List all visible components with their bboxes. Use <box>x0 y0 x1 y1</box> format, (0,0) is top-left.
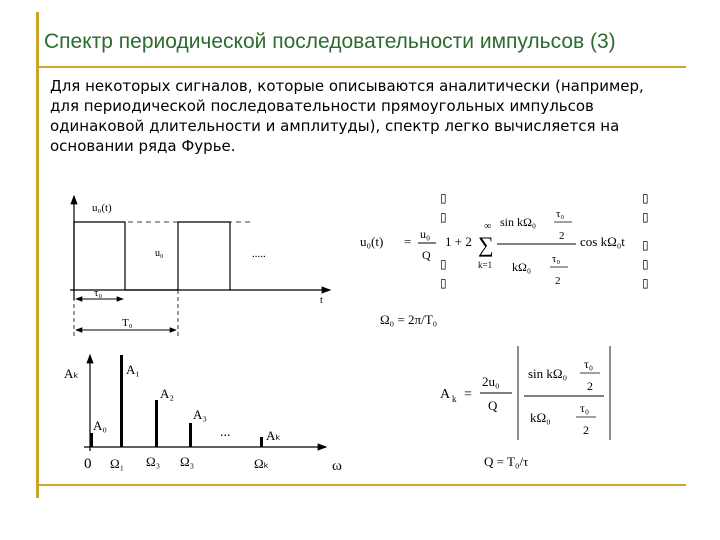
two-u0-numerator: 2u₀ <box>482 374 500 389</box>
series-lhs: u₀(t) <box>360 234 384 249</box>
ak-tau-den-two: 2 <box>583 423 589 437</box>
label-a3: A₃ <box>193 407 207 422</box>
sum-upper: ∞ <box>484 221 492 232</box>
label-a0: A₀ <box>93 418 107 433</box>
x-label-omega2: Ω₃ <box>146 454 161 469</box>
period-label: T₀ <box>122 317 133 329</box>
spectrum-y-label: Aₖ <box>64 366 79 381</box>
ak-lhs: A <box>440 387 451 402</box>
bracket-center-right: ▯ <box>642 238 649 252</box>
paragraph-line: Для некоторых сигналов, которые описываются аналитически (например, <box>50 77 644 95</box>
bracket-low-right: ▯ <box>642 257 649 271</box>
ak-eq: = <box>464 387 472 402</box>
ak-subscript: k <box>452 394 457 404</box>
pulse-y-label: u₀(t) <box>92 202 112 214</box>
amplitude-formula <box>440 346 610 440</box>
paragraph-line: для периодической последовательности прямоугольных импульсов <box>50 97 594 115</box>
spectral-line-a2 <box>155 400 158 447</box>
q-denominator: Q <box>422 248 431 262</box>
q-definition: Q = T₀/τ <box>484 454 529 469</box>
t-axis-label: t <box>320 295 323 306</box>
spectrum-dots: ... <box>220 425 231 440</box>
label-a1: A₁ <box>126 362 140 377</box>
ak-tau-den: τ₀ <box>580 401 590 415</box>
paragraph-line: основании ряда Фурье. <box>50 137 236 155</box>
tau-den-two: 2 <box>555 275 561 287</box>
tau-denominator: τ₀ <box>552 253 561 265</box>
ak-tau-num: τ₀ <box>584 357 594 371</box>
bracket-low-left: ▯ <box>440 257 447 271</box>
pulse-waveform <box>74 222 230 290</box>
sin-numerator: sin kΩ₀ <box>500 215 537 229</box>
ak-tau-two: 2 <box>587 379 593 393</box>
bracket-mid-left: ▯ <box>440 210 447 224</box>
spectral-line-a1 <box>120 355 123 447</box>
tau-numerator: τ₀ <box>556 208 565 220</box>
x-label-omegak: Ωₖ <box>254 456 270 471</box>
ak-k-omega: kΩ₀ <box>530 410 551 425</box>
x-label-omega3: Ω₃ <box>180 454 195 469</box>
ak-sin: sin kΩ₀ <box>528 366 568 381</box>
bracket-top-right: ▯ <box>642 191 649 205</box>
ak-q-denominator: Q <box>488 398 498 413</box>
label-ak: Aₖ <box>266 428 281 443</box>
omega-definition: Ω₀ = 2π/T₀ <box>380 312 438 327</box>
bracket-bottom-left: ▯ <box>440 276 447 290</box>
bracket-top-left: ▯ <box>440 191 447 205</box>
origin-label: 0 <box>84 456 92 472</box>
k-omega-denominator: kΩ₀ <box>512 260 532 274</box>
sum-lower: k=1 <box>478 260 493 270</box>
paragraph-line: одинаковой длительности и амплитуды), спектр легко вычисляется на <box>50 117 620 135</box>
bracket-bottom-right: ▯ <box>642 276 649 290</box>
amplitude-label: u₀ <box>155 248 164 259</box>
spectral-line-ak <box>260 437 263 447</box>
bracket-mid-right: ▯ <box>642 210 649 224</box>
spectrum-plot <box>64 355 342 474</box>
tau-label: τ₀ <box>94 287 103 299</box>
sum-sigma: ∑ <box>478 232 494 257</box>
slide-title: Спектр периодической последовательности импульсов (3) <box>44 30 616 53</box>
tau-two: 2 <box>559 230 565 242</box>
series-eq: = <box>404 234 412 249</box>
pulse-plot <box>70 196 330 336</box>
omega-axis-label: ω <box>332 458 342 474</box>
pulse-ellipsis: ..... <box>252 248 266 260</box>
one-plus-two: 1 + 2 <box>445 234 472 249</box>
spectral-line-a0 <box>90 433 93 447</box>
u0-numerator: u₀ <box>420 227 431 241</box>
cos-term: cos kΩ₀t <box>580 234 625 249</box>
spectral-line-a3 <box>189 423 192 447</box>
label-a2: A₂ <box>160 386 174 401</box>
x-label-omega1: Ω₁ <box>110 456 125 471</box>
fourier-series-formula <box>360 191 649 290</box>
